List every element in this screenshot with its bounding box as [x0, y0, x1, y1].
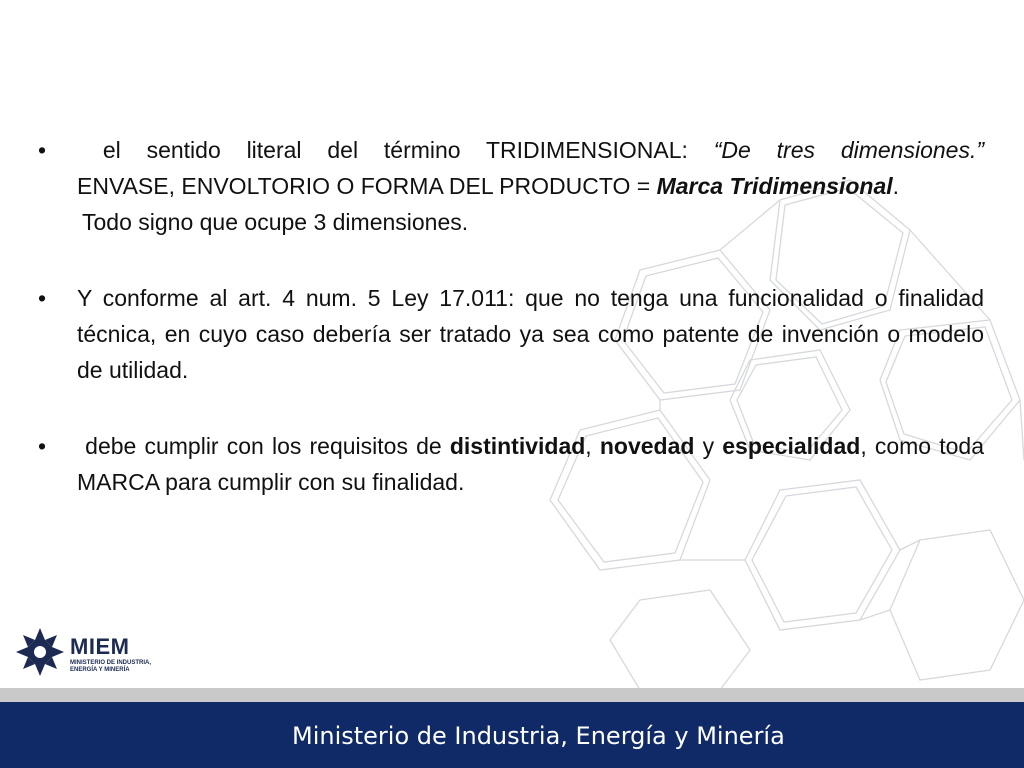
bullet-dot: • — [38, 433, 47, 459]
miem-logo — [14, 626, 154, 678]
bullet-1-line-2 — [77, 168, 984, 204]
bullet-1-text-quote: “De tres dimensiones.” — [713, 137, 985, 163]
slide-body — [38, 132, 984, 500]
bullet-item-funcionalidad — [38, 280, 984, 388]
bullet-3-novedad: novedad — [599, 433, 695, 459]
bullet-1-line-1 — [77, 132, 984, 168]
bullet-2-text: Y conforme al art. 4 num. 5 Ley 17.011: que no tenga una funcionalidad o finalidad técnica, en cuyo caso debería ser tratado ya sea como patente de invención o modelo de utilidad. — [77, 285, 984, 383]
footer-band — [0, 702, 1024, 768]
bullet-1-line-3: Todo signo que ocupe 3 dimensiones. — [82, 209, 469, 235]
bullet-3-sep-1: , — [585, 433, 600, 459]
bullet-dot: • — [38, 285, 47, 311]
footer-divider-bar — [0, 688, 1024, 702]
bullet-3-text-start: debe cumplir con los requisitos de — [85, 433, 450, 459]
bullet-item-tridimensional — [38, 132, 984, 204]
bullet-3-text-end: , como toda MARCA para cumplir con su finalidad. — [77, 433, 985, 495]
footer-ministry-name: Ministerio de Industria, Energía y Minería — [292, 722, 785, 750]
bullet-3-especialidad: especialidad — [722, 433, 861, 459]
bullet-1-text-literal: el sentido literal del término TRIDIMENSIONAL: — [102, 137, 714, 163]
star-logo-icon — [14, 626, 66, 678]
bullet-1-text-marca: Marca Tridimensional — [656, 173, 893, 199]
logo-subtitle-line-1: MINISTERIO DE INDUSTRIA, — [70, 660, 152, 666]
bullet-dot: • — [38, 137, 47, 163]
logo-subtitle-line-2: ENERGÍA Y MINERÍA — [70, 667, 130, 673]
bullet-1-text-period: . — [892, 173, 900, 199]
logo-subtitle — [70, 660, 160, 674]
bullet-1-text-envase: ENVASE, ENVOLTORIO O FORMA DEL PRODUCTO = — [77, 173, 657, 199]
bullet-item-requisitos — [38, 428, 984, 500]
logo-name: MIEM — [70, 634, 130, 659]
bullet-3-sep-2: y — [694, 433, 723, 459]
bullet-3-distintividad: distintividad — [449, 433, 586, 459]
